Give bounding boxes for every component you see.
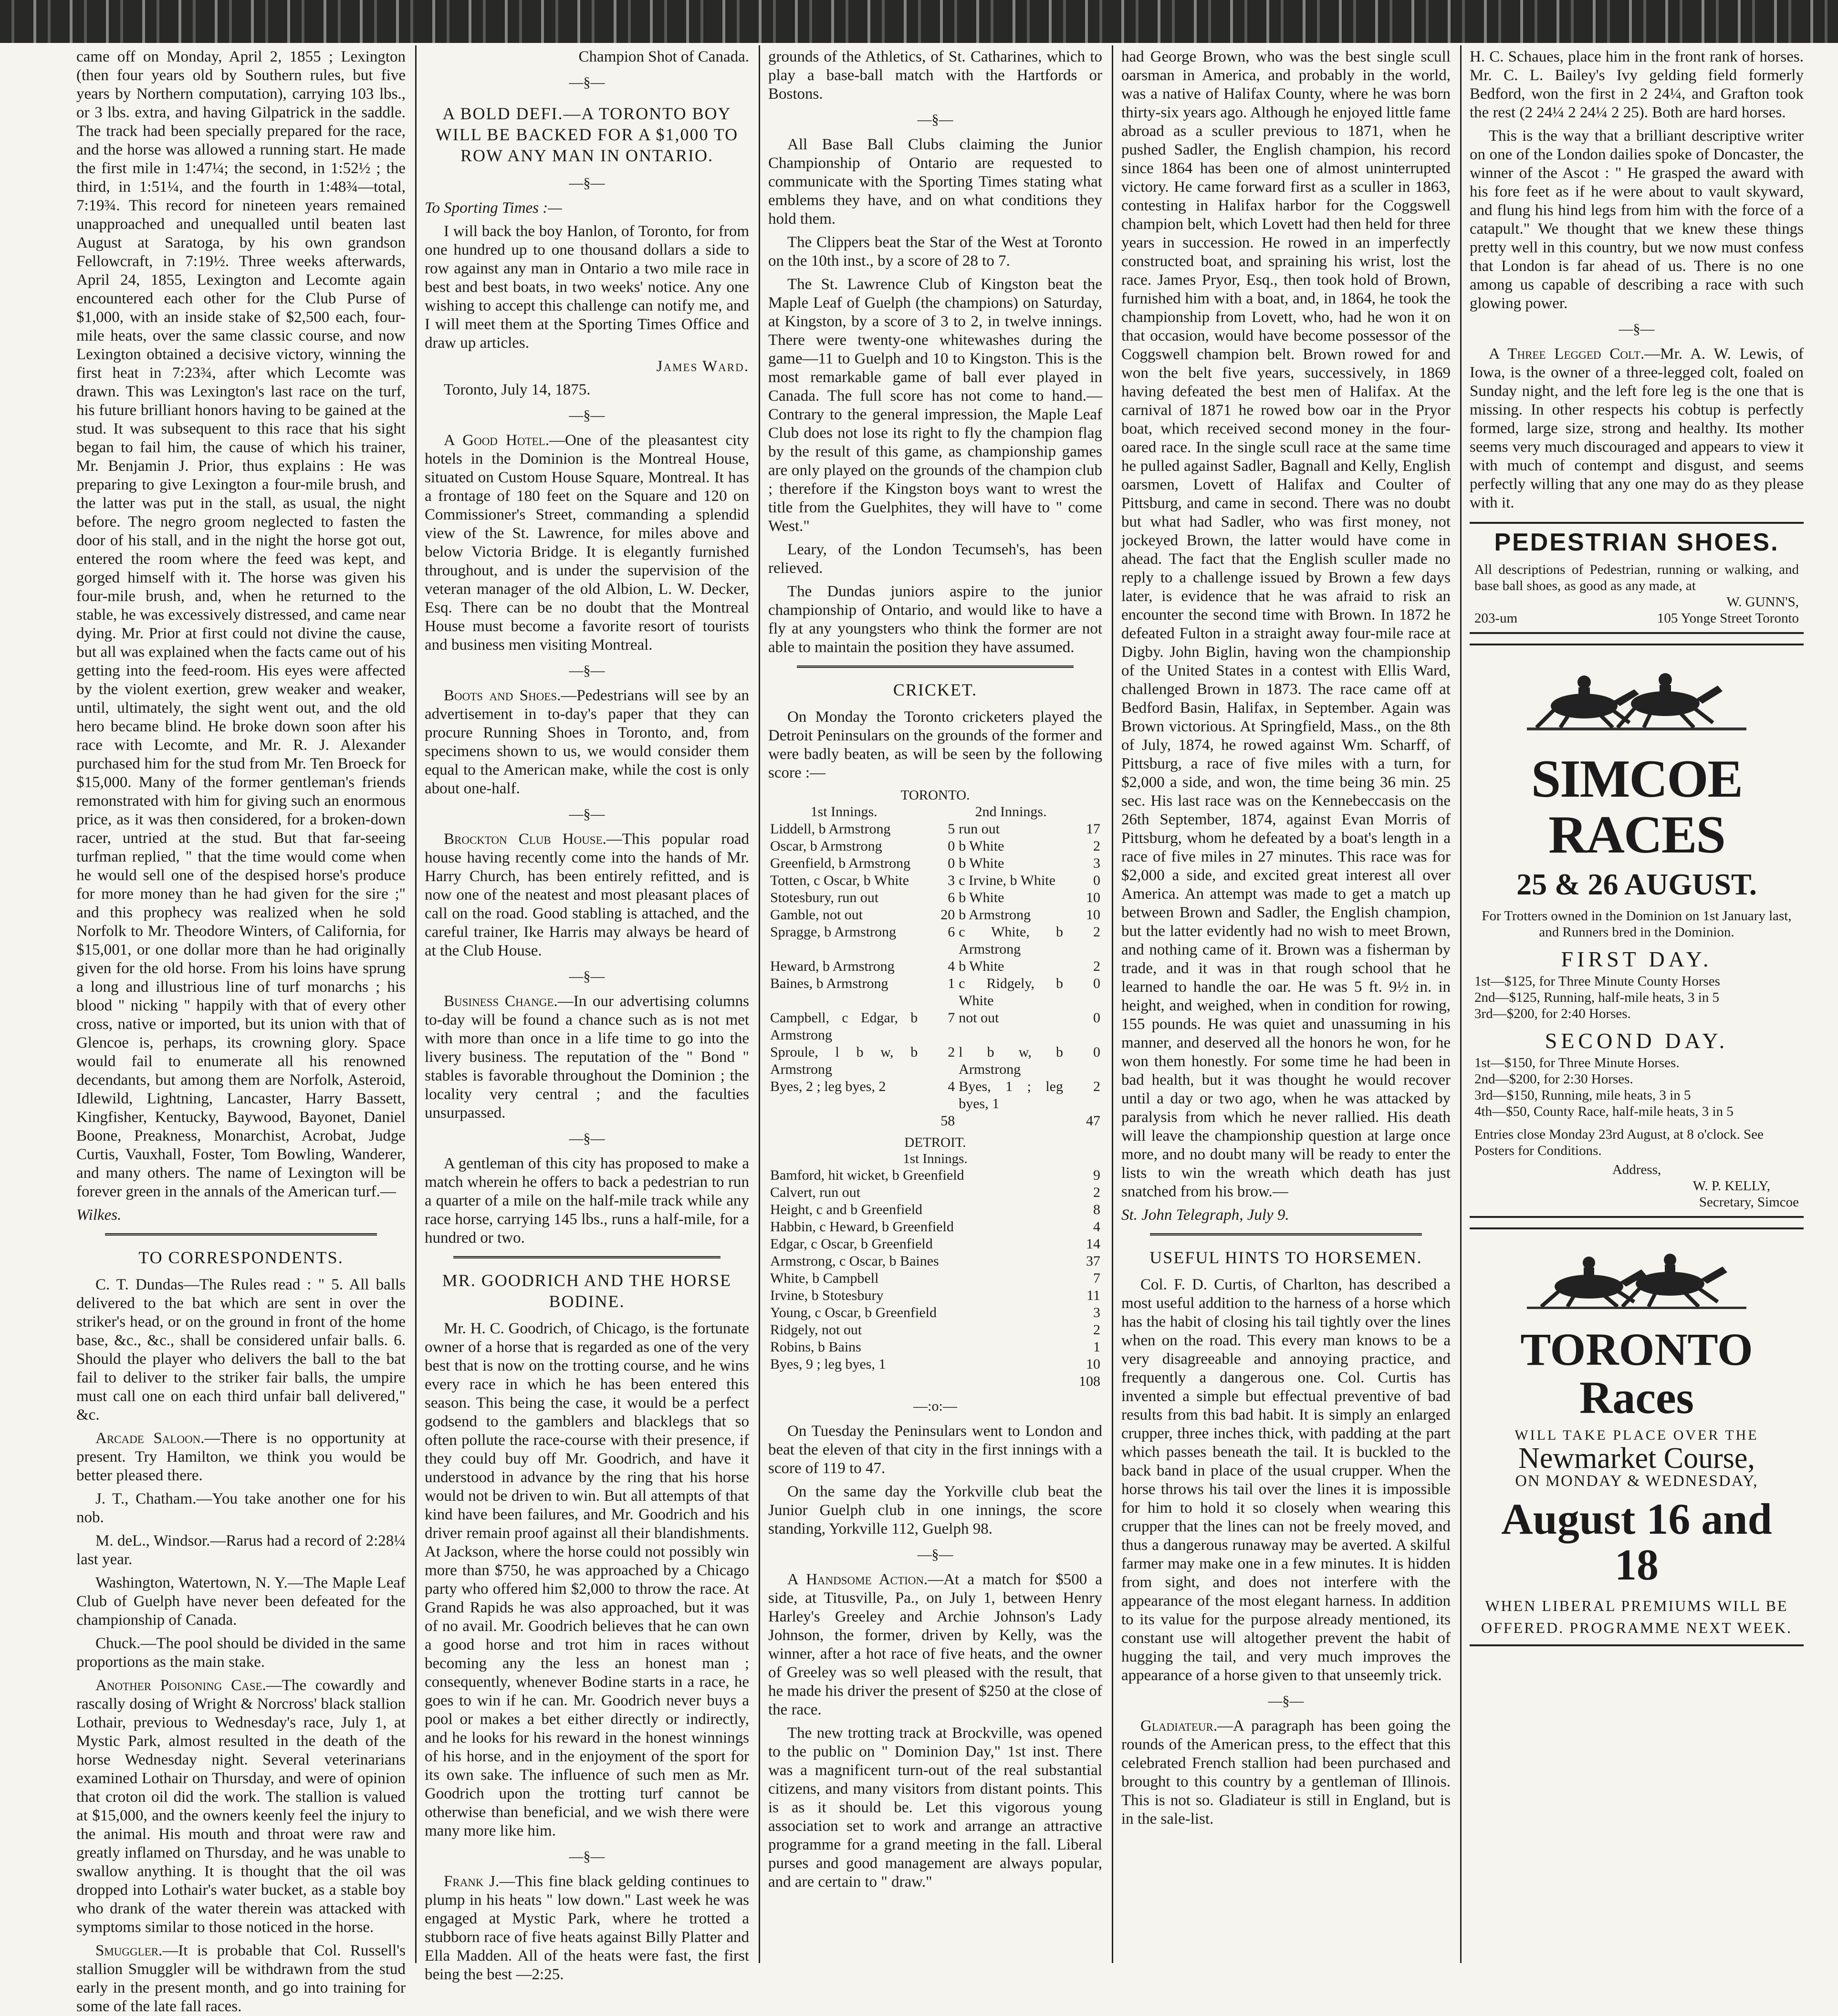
double-rule	[453, 1256, 721, 1258]
scorecard-cell: Byes, 2 ; leg byes, 2	[770, 1079, 886, 1094]
correspondent-note: Arcade Saloon.—There is no opportunity at present. Try Hamilton, we think you would be better pleased there.	[76, 1430, 406, 1484]
section-separator: —§—	[569, 175, 605, 191]
section-separator: —§—	[569, 407, 605, 423]
dundas-note: The Dundas juniors aspire to the junior championship of Ontario, and would like to have a fly at any youngsters who think the former are not able to maintain the position they have assumed.	[768, 583, 1102, 656]
scorecard-cell: 20	[940, 907, 955, 923]
correspondent-note: C. T. Dundas—The Rules read : " 5. All balls delivered to the bat which are sent in over the striker's head, or on the ground in front of the home base, &c., &c., shall be considered unfair balls. 6. Should the player who delivers the ball to the bat fail to deliver to the striker fair balls, the umpire must call one on each third unfair ball delivered," &c.	[76, 1276, 406, 1424]
scorecard-cell: c White, b Armstrong	[959, 924, 1063, 957]
defi-signature: James Ward.	[656, 358, 749, 375]
scorecard-cell: Sproule, l b w, b Armstrong	[770, 1044, 918, 1077]
scorecard-cell: 3	[1093, 855, 1100, 871]
scorecard-cell: 0	[1093, 976, 1100, 991]
scorecard-row	[768, 1253, 1102, 1270]
brockton-article: Brockton Club House.—This popular road house having recently come into the hands of Mr. Harry Church, has been entirely refitted, and is now one of the neatest and most pleasant places of call on the road. Good stabling is attached, and the careful trainer, Ike Harris may always be heard of at the Club House.	[425, 831, 749, 959]
racing-horses-illustration	[1527, 1240, 1746, 1321]
double-rule	[1150, 1233, 1422, 1236]
section-separator: —§—	[569, 1849, 605, 1864]
scorecard-row	[768, 1009, 1102, 1044]
business-article: Business Change.—In our advertising columns to-day will be found a chance such as is not met with more than once in a life time to go into the livery business. The reputation of the " Bond " stables is favorable throughout the Dominion ; the locality very central ; and the faculties unsurpassed.	[425, 993, 749, 1122]
scorecard-cell: 2	[1093, 958, 1100, 974]
scorecard-cell: 4	[948, 1079, 955, 1094]
scorecard-cell: Habbin, c Heward, b Greenfield	[770, 1219, 954, 1235]
scorecard-row	[768, 889, 1102, 906]
scorecard-cell: 10	[1086, 890, 1100, 905]
simcoe-dates: 25 & 26 AUGUST.	[1516, 867, 1757, 901]
scorecard-cell: 2	[948, 1044, 955, 1060]
smuggler-article: Smuggler.—It is probable that Col. Russell's stallion Smuggler will be withdrawn from the stud early in the present month, and go into training for some of the late fall races.	[76, 1942, 406, 2015]
race-dates: August 16 and 18	[1501, 1494, 1772, 1590]
scorecard-cell: 2	[1093, 1079, 1100, 1094]
scorecard-row	[768, 1339, 1102, 1356]
scorecard-cell: Totten, c Oscar, b White	[770, 873, 909, 888]
scorecard-cell: 8	[1093, 1202, 1100, 1217]
detroit-scorecard	[768, 1167, 1102, 1390]
scorecard-cell: 2	[1093, 924, 1100, 940]
scorecard-cell: 0	[1093, 1010, 1100, 1026]
column-2	[425, 48, 750, 1983]
section-separator: —§—	[569, 806, 605, 822]
leary-note: Leary, of the London Tecumseh's, has been relieved.	[768, 541, 1102, 577]
simcoe-kelly: W. P. KELLY,	[1692, 1178, 1770, 1194]
section-separator: —§—	[1619, 321, 1655, 337]
scorecard-cell: 6	[948, 924, 955, 940]
scorecard-cell: 4	[948, 958, 955, 974]
scorecard-row	[768, 1184, 1102, 1201]
double-rule	[797, 665, 1074, 668]
scorecard-row	[768, 1167, 1102, 1184]
race-entry: 3rd—$200, for 2:40 Horses.	[1474, 1006, 1631, 1021]
handsome-article: A Handsome Action.—At a match for $500 a side, at Titusville, Pa., on July 1, between Henry Harley's Greeley and Archie Johnson's Lady Johnson, the former, driven by Kelly, was the winner, after a hot race of five heats, and the owner of Greeley was so well pleased with the result, that he made his driver the present of $250 at the close of the race.	[768, 1571, 1102, 1718]
cricket-heading: CRICKET.	[893, 680, 978, 699]
scorecard-cell: Greenfield, b Armstrong	[770, 855, 911, 871]
champion-line: Champion Shot of Canada.	[578, 48, 749, 65]
scorecard-cell: 17	[1086, 821, 1100, 837]
scorecard-cell: Young, c Oscar, b Greenfield	[770, 1305, 937, 1320]
column-rule	[415, 45, 417, 1963]
george-brown-article: had George Brown, who was the best single scull oarsman in America, and probably in the world, was a native of Halifax County, where he was born thirty-six years ago. Although he enjoyed little fame abroad as a sculler previous to 1871, when he pushed Sadler, the English champion, his record since 1864 has been one of almost uninterrupted victory. He came forward first as a sculler in 1863, contesting in Halifax harbor for the Coggswell champion belt, which Lovett had then held for three years in succession. He rowed in an imperfectly constructed boat, and spraining his wrist, lost the race. James Pryor, Esq., then took hold of Brown, furnished him with a boat, and, in 1864, he took the championship from Lovett, who, had he won it on that occasion, would have become possessor of the Coggswell champion belt. Brown rowed for and won the belt five years, successively, in 1869 having defeated the best men of Halifax. At the carnival of 1871 he rowed bow oar in the Pryor boat, which received second money in the four-oared race. In the single scull race at the same time he pulled against Sadler, Bagnall and Kelly, English oarsmen, Lovett of Halifax and Coulter of Pittsburg, and came in second. There was no doubt but what had Sadler, who was first money, not jockeyed Brown, the latter would have come in ahead. The fact that the English sculler made no reply to a challenge issued by Brown a few days later, is evidence that he was afraid to risk an encounter the second time with Brown. In 1872 he defeated Fulton in a straight away four-mile race at Digby. John Biglin, having won the championship of the United States in a contest with Ellis Ward, challenged Brown in 1873. The race came off at Bedford Basin, Halifax, in September. Again was Brown victorious. At Springfield, Mass., on the 8th of July, 1874, he rowed against Wm. Scharff, of Pittsburg, a race of five miles with a turn, for $2,000 a side, and won, the time being 36 min. 25 sec. His last race was on the Kennebeccasis on the 26th September, 1874, against Evan Morris of Pittsburg, whom he defeated by a boat's length in a race of five miles in 27 minutes. This race was for $2,000 a side, and excited great interest all over America. An attempt was made to get a match up between Brown and Sadler, the English champion, but the latter evidently had no wish to meet Brown, and nothing came of it. Brown was a fisherman by trade, and it was in that rough school that he learned to handle the oar. He was 5 ft. 9½ in. in height, and weighed, when in condition for rowing, 155 pounds. He was quiet and unassuming in his manner, and deserved all the honors he won, for he won them honestly. For some time he had been in bad health, but it was thought he would recover until a day or two ago, when he was attacked by paralysis from which he never rallied. His death will leave the championship question at large once more, and no doubt many will be ready to enter the lists to win the wreath which death has just snatched from his brow.—	[1121, 48, 1451, 1200]
correspondent-note: Chuck.—The pool should be divided in the same proportions as the main stake.	[76, 1635, 406, 1671]
athletics-note: grounds of the Athletics, of St. Catharines, which to play a base-ball match with the Hartfords or Bostons.	[768, 48, 1102, 103]
section-separator: —§—	[569, 1131, 605, 1146]
scorecard-cell: 7	[1093, 1270, 1100, 1286]
scorecard-cell: Ridgely, not out	[770, 1322, 862, 1338]
toronto-will-take-place: WILL TAKE PLACE OVER THE	[1514, 1427, 1759, 1443]
section-separator: —§—	[569, 968, 605, 984]
shoes-ad-signature: W. GUNN'S,	[1726, 594, 1799, 610]
scan-top-edge	[0, 0, 1838, 43]
scorecard-cell: 0	[948, 855, 955, 871]
toronto-total-2: 47	[1086, 1113, 1100, 1129]
scorecard-cell: Edgar, c Oscar, b Greenfield	[770, 1236, 933, 1252]
scorecard-row	[768, 906, 1102, 924]
scorecard-cell: Height, c and b Greenfield	[770, 1202, 923, 1217]
section-separator: —:o:—	[913, 1398, 957, 1414]
scorecard-cell: 4	[1093, 1219, 1100, 1235]
toronto-scorecard	[768, 803, 1102, 1130]
newmarket-course: Newmarket Course,	[1518, 1442, 1755, 1475]
scorecard-cell: 9	[1093, 1167, 1100, 1183]
wilkes-source: Wilkes.	[76, 1206, 122, 1224]
column-rule	[1112, 45, 1113, 1963]
scorecard-row	[768, 975, 1102, 1009]
detroit-label: DETROIT.	[904, 1135, 966, 1150]
scorecard-cell: Armstrong, c Oscar, b Baines	[770, 1253, 939, 1269]
scorecard-cell: 37	[1086, 1253, 1100, 1269]
hints-heading: USEFUL HINTS TO HORSEMEN.	[1149, 1248, 1422, 1267]
scorecard-row	[768, 1044, 1102, 1078]
scorecard-cell: 2	[1093, 1185, 1100, 1200]
scorecard-row	[768, 1321, 1102, 1339]
scorecard-cell: 3	[948, 873, 955, 888]
brown-source: St. John Telegraph, July 9.	[1121, 1206, 1289, 1224]
scorecard-cell: Campbell, c Edgar, b Armstrong	[770, 1010, 918, 1043]
race-entry: 4th—$50, County Race, half-mile heats, 3 in 5	[1474, 1103, 1734, 1119]
double-rule	[105, 1233, 377, 1236]
scorecard-cell: b Armstrong	[959, 907, 1031, 923]
section-separator: —§—	[917, 112, 953, 127]
correspondent-note: Washington, Watertown, N. Y.—The Maple Leaf Club of Guelph have never been defeated for the championship of Canada.	[76, 1574, 406, 1629]
simcoe-secretary: Secretary, Simcoe	[1699, 1194, 1799, 1210]
scorecard-row	[768, 924, 1102, 958]
first-day-list	[1474, 973, 1799, 1022]
schaues-note: H. C. Schaues, place him in the front rank of horses. Mr. C. L. Bailey's Ivy gelding field formerly Bedford, won the first in 2 24¼, and Grafton took the rest (2 24¼ 2 24¼ 2 25). Both are hard horses.	[1470, 48, 1804, 121]
scorecard-cell: b White	[959, 855, 1004, 871]
scorecard-cell: Gamble, not out	[770, 907, 863, 923]
scorecard-cell: 10	[1086, 907, 1100, 923]
scorecard-cell: Byes, 9 ; leg byes, 1	[770, 1356, 886, 1372]
correspondent-note: M. deL., Windsor.—Rarus had a record of 2:28¼ last year.	[76, 1532, 406, 1568]
column-3	[768, 48, 1102, 1961]
scorecard-cell: Irvine, b Stotesbury	[770, 1288, 884, 1303]
simcoe-intro: For Trotters owned in the Dominion on 1st January last, and Runners bred in the Dominion.	[1482, 908, 1792, 940]
scorecard-cell: 2	[1093, 838, 1100, 854]
scorecard-cell: Baines, b Armstrong	[770, 976, 888, 991]
hotel-article: A Good Hotel.—One of the pleasantest city hotels in the Dominion is the Montreal House, situated on Custom House Square, Montreal. It has a frontage of 180 feet on the Square and 120 on Commissioner's Street, commanding a splendid view of the St. Lawrence, for miles above and below Victoria Bridge. It is elegantly furnished throughout, and is under the supervision of the veteran manager of the old Albion, L. W. Decker, Esq. There can be no doubt that the Montreal House must become a favorite resort of tourists and business men visiting Montreal.	[425, 432, 750, 654]
letter-salutation: To Sporting Times :—	[425, 199, 562, 217]
simcoe-races-ad	[1470, 644, 1804, 1218]
scorecard-cell: Oscar, b Armstrong	[770, 838, 882, 854]
second-day-heading: SECOND DAY.	[1545, 1028, 1729, 1053]
premiums-note: WHEN LIBERAL PREMIUMS WILL BE OFFERED. PROGRAMME NEXT WEEK.	[1481, 1597, 1793, 1636]
scorecard-cell: Spragge, b Armstrong	[770, 924, 897, 940]
section-separator: —§—	[1268, 1693, 1304, 1709]
scorecard-row	[768, 1304, 1102, 1321]
scorecard-row	[768, 1356, 1102, 1373]
scorecard-row	[768, 872, 1102, 889]
scorecard-cell: 5	[948, 821, 955, 837]
race-entry: 3rd—$150, Running, mile heats, 3 in 5	[1474, 1087, 1691, 1103]
scorecard-cell: 1	[1093, 1339, 1100, 1355]
scorecard-cell: 0	[1093, 1044, 1100, 1060]
scorecard-cell: 14	[1086, 1236, 1100, 1252]
st-lawrence-note: The St. Lawrence Club of Kingston beat the Maple Leaf of Guelph (the champions) on Saturday, at Kingston, by a score of 3 to 2, in twelve innings. There were twenty-one whitewashes during the game—11 to Guelph and 10 to Kingston. This is the most remarkable game of ball ever played in Canada. The full score has not come to hand.—Contrary to the general impression, the Maple Leaf Club does not lose its right to fly the champion flag by the result of this game, as championship games are only played on the grounds of the champion club ; therefore if the Kingston boys want to wrest the title from the Guelphites, they will have to " come West."	[768, 276, 1102, 535]
scorecard-cell: b White	[959, 838, 1004, 854]
goodrich-article: Mr. H. C. Goodrich, of Chicago, is the fortunate owner of a horse that is regarded as one of the very best that is now on the trotting course, and he wins every race in which he has been entered this season. This being the case, it would be a perfect godsend to the gamblers and blacklegs that so often pollute the race-course with their presence, if they could buy off Mr. Goodrich, and have it understood in advance by the ring that his horse would not be driven to win. But all attempts of that kind have been failures, and Mr. Goodrich and his driver remain proof against all their blandishments. At Jackson, where the horse could not possibly win more than $750, he was approached by a Chicago party who offered him $2,000 to throw the race. At Grand Rapids he was also approached, but it was of no avail. Mr. Goodrich believes that he can own a good horse and trot him in races without becoming any the less an honest man ; consequently, whenever Bodine starts in a race, he goes to win if he can. Mr. Goodrich never buys a pool or makes a bet either directly or indirectly, and he looks for his reward in the honest winnings of his horse, and in the enjoyment of the sport for its own sake. The influence of such men as Mr. Goodrich upon the trotting turf cannot be otherwise than beneficial, and we wish there were many more like him.	[425, 1320, 749, 1839]
column-rule	[1460, 45, 1462, 1963]
toronto-total-1: 58	[940, 1113, 955, 1129]
section-separator: —§—	[569, 74, 605, 90]
race-entry: 2nd—$125, Running, half-mile heats, 3 in 5	[1474, 989, 1720, 1005]
gentleman-article: A gentleman of this city has proposed to make a match wherein he offers to back a pedestrian to run a quarter of a mile on the half-mile track while any race horse, carrying 145 lbs., runs a half-mile, for a hundred or two.	[425, 1155, 749, 1247]
scorecard-cell: l b w, b Armstrong	[959, 1044, 1063, 1077]
scorecard-row	[768, 1201, 1102, 1218]
race-entry: 2nd—$200, for 2:30 Horses.	[1474, 1071, 1633, 1087]
writer-note: This is the way that a brilliant descriptive writer on one of the London dailies spoke of Doncaster, the winner of the Ascot : " He grasped the award with his fore feet as if he were about to vault skyward, and flung his hind legs from him with the force of a catapult." We thought that we knew these things pretty well in this country, but we now must confess that London is far ahead of us. There is no one among us capable of describing a race with such glowing power.	[1470, 127, 1804, 312]
column-5	[1470, 48, 1804, 1961]
scorecard-row	[768, 1218, 1102, 1236]
scorecard-row	[768, 838, 1102, 855]
scorecard-cell: run out	[959, 821, 1000, 837]
scorecard-cell: Liddell, b Armstrong	[770, 821, 891, 837]
scorecard-cell: b White	[959, 890, 1004, 905]
goodrich-heading: MR. GOODRICH AND THE HORSE BODINE.	[442, 1271, 732, 1311]
column-4	[1121, 48, 1451, 1961]
simcoe-address-label: Address,	[1612, 1162, 1661, 1177]
second-day-list	[1474, 1055, 1799, 1120]
scorecard-cell: 11	[1086, 1288, 1100, 1303]
boots-article: Boots and Shoes.—Pedestrians will see by an advertisement in to-day's paper that they can procure Running Shoes in Toronto, and, from specimens shown to us, we would consider them equal to the American make, while the cost is only about one-half.	[425, 687, 749, 797]
scorecard-cell: c Irvine, b White	[959, 873, 1055, 888]
scorecard-cell: 3	[1093, 1305, 1100, 1320]
scorecard-cell: Stotesbury, run out	[770, 890, 879, 905]
hints-article: Col. F. D. Curtis, of Charlton, has described a most useful addition to the harness of a horse which has the habit of closing his tail tightly over the lines when on the road. This every man knows to be a very disagreeable and annoying practice, and frequently a dangerous one. Col. Curtis has invented a simple but effectual preventive of bad results from this bad habit. It is simply an enlarged crupper, three inches thick, with padding at the part which passes beneath the tail. It is buckled to the back band in place of the usual crupper. When the horse throws his tail over the lines it is impossible for him to hold it so closely when wearing this crupper that the lines can not be freely moved, and thus a dangerous runaway may be averted. A skilful farmer may make one in a few minutes. It is hidden from sight, and does not interfere with the appearance of the most elegant harness. In addition to its value for the purpose already mentioned, its constant use will altogether prevent the habit of hugging the tail, and very much improves the appearance of a horse given to that unseemly trick.	[1121, 1276, 1451, 1684]
correspondent-note: J. T., Chatham.—You take another one for his nob.	[76, 1490, 406, 1526]
scorecard-cell: Heward, b Armstrong	[770, 958, 895, 974]
shoes-ad-code: 203-um	[1474, 610, 1518, 626]
section-separator: —§—	[569, 663, 605, 678]
bold-defi-heading: A BOLD DEFI.—A TORONTO BOY WILL BE BACKED FOR A $1,000 TO ROW ANY MAN IN ONTARIO.	[435, 104, 739, 165]
scorecard-row	[768, 855, 1102, 872]
scorecard-row	[768, 1270, 1102, 1287]
scorecard-cell: 1	[948, 976, 955, 991]
pedestrian-shoes-ad	[1470, 522, 1804, 634]
detroit-total: 108	[1079, 1373, 1100, 1389]
clippers-note: The Clippers beat the Star of the West at Toronto on the 10th inst., by a score of 28 to 7.	[768, 234, 1102, 270]
scorecard-cell: c Ridgely, b White	[959, 976, 1063, 1008]
scorecard-row	[768, 958, 1102, 975]
defi-body: I will back the boy Hanlon, of Toronto, for from one hundred up to one thousand dollars a side to row against any man in Ontario a two mile race in best and best boats, in two weeks' notice. Any one wishing to accept this challenge can notify me, and I will meet them at the Sporting Times Office and draw up articles.	[425, 223, 749, 352]
scorecard-row	[768, 1287, 1102, 1304]
scorecard-cell: b White	[959, 958, 1004, 974]
innings-label: 1st Innings.	[810, 804, 877, 820]
column-1	[76, 48, 406, 2015]
simcoe-entries: Entries close Monday 23rd August, at 8 o'clock. See Posters for Conditions.	[1474, 1126, 1764, 1158]
column-rule	[759, 45, 760, 1963]
defi-date: Toronto, July 14, 1875.	[444, 381, 591, 398]
tuesday-note: On Tuesday the Peninsulars went to London and beat the eleven of that city in the first innings with a score of 119 to 47.	[768, 1423, 1102, 1477]
scorecard-cell: White, b Campbell	[770, 1270, 879, 1286]
scorecard-cell: 7	[948, 1010, 955, 1026]
gladiateur-article: Gladiateur.—A paragraph has been going the rounds of the American press, to the effect that this celebrated French stallion had been purchased and brought to this country by a gentleman of Illinois. This is not so. Gladiateur is still in England, but is in the sale-list.	[1121, 1717, 1451, 1828]
junior-clubs-note: All Base Ball Clubs claiming the Junior Championship of Ontario are requested to communicate with the Sporting Times stating what emblems they have, and on what conditions they hold them.	[768, 136, 1102, 228]
scorecard-cell: 2	[1093, 1322, 1100, 1338]
cricket-intro: On Monday the Toronto cricketers played the Detroit Peninsulars on the grounds of the former and were badly beaten, as will be seen by the following score :—	[768, 708, 1102, 781]
colt-article: A Three Legged Colt.—Mr. A. W. Lewis, of Iowa, is the owner of a three-legged colt, foaled on Sunday night, and the left fore leg is the one that is missing. In other respects his cobtup is perfectly formed, large size, strong and healthy. Its mother seems very much discouraged and appears to view it with much of contempt and disgust, and seems perfectly willing that any one may do as they please with it.	[1470, 345, 1804, 511]
scorecard-cell: Robins, b Bains	[770, 1339, 861, 1355]
innings-label: 1st Innings.	[903, 1151, 968, 1166]
scorecard-cell: 0	[948, 838, 955, 854]
scorecard-row	[768, 1236, 1102, 1253]
correspondents-heading: TO CORRESPONDENTS.	[138, 1248, 344, 1267]
yorkville-note: On the same day the Yorkville club beat the Junior Guelph club in one innings, the score standing, Yorkville 112, Guelph 98.	[768, 1483, 1102, 1538]
toronto-races-ad	[1470, 1227, 1804, 1646]
scorecard-cell: Bamford, hit wicket, b Greenfield	[770, 1167, 964, 1183]
section-separator: —§—	[917, 1547, 953, 1562]
race-entry: 1st—$125, for Three Minute County Horses	[1474, 973, 1720, 989]
innings-label: 2nd Innings.	[975, 804, 1047, 820]
shoes-ad-footer	[1474, 610, 1799, 626]
poisoning-article: Another Poisoning Case.—The cowardly and rascally dosing of Wright & Norcross' black stallion Lothair, previous to Wednesday's race, July 1, at Mystic Park, almost resulted in the death of the horse Wednesday night. Several veterinarians examined Lothair on Thursday, and were of opinion that croton oil did the work. The stallion is valued at $15,000, and the owners keenly feel the injury to the animal. His mouth and throat were raw and greatly inflamed on Thursday, and he was unable to swallow anything. It is thought that the oil was dropped into Lothair's water bucket, as a stable boy who drank of the water therein was attacked with symptoms similar to those noticed in the horse.	[76, 1677, 406, 1936]
simcoe-title: SIMCOE RACES	[1531, 749, 1743, 865]
scorecard-row	[768, 1078, 1102, 1112]
scorecard-cell: Calvert, run out	[770, 1185, 861, 1200]
frank-article: Frank J.—This fine black gelding continues to plump in his heats " low down." Last week he was engaged at Mystic Park, where he trotted a stubborn race of five heats against Billy Platter and Ella Madden. All of the heats were fast, the first being the best —2:25.	[425, 1873, 750, 1983]
lexington-article: came off on Monday, April 2, 1855 ; Lexington (then four years old by Southern rules, but five years by Northern computation), carrying 103 lbs., or 3 lbs. extra, and having Gilpatrick in the saddle. The track had been specially prepared for the race, and the horse was allowed a running start. He made the first mile in 1:47¼; the second, in 1:52½ ; the third, in 1:51¼, and the fourth in 1:48¾—total, 7:19¾. This record for nineteen years remained unapproached and unequalled until beaten last August at Saratoga, by his own grandson Fellowcraft, in 7:19½. Three weeks afterwards, April 24, 1855, Lexington and Lecomte again encountered each other for the Club Purse of $1,000, with an inside stake of $2,500 each, four-mile heats, over the same classic course, and now Lexington obtained a decisive victory, winning the first heat in 7:23¾, after which Lecomte was drawn. This was Lexington's last race on the turf, his future brilliant honors having to be gained at the stud. It was subsequent to this race that his sight began to fail him, the cause of which his trainer, Mr. Benjamin J. Prior, thus explains : He was preparing to give Lexington a four-mile brush, and the latter was put in the stall, as usual, the night before. The negro groom neglected to fasten the door of his stall, and in the night the horse got out, entered the room where the feed was kept, and gorged himself with it. The horse was given his four-mile brush, and, when he returned to the stable, he was excessively distressed, and came near dying. Mr. Prior at first could not divine the cause, but all was explained when the facts came out of his getting into the feed-room. His eyes were affected by the violent exertion, grew weaker and weaker, until, ultimately, the sight went out, and the old hero became blind. He broke down soon after his race with Lecomte, and Mr. R. J. Alexander purchased him for the stud from Mr. Ten Broeck for $15,000. Many of the former gentleman's friends remonstrated with him for giving such an enormous price, as it was then considered, for a broken-down racer, untried at the stud. But that far-seeing turfman replied, " that the time would come when he would sell one of the despised horse's produce for more money than he had given for the sire ;" and this prophecy was realized when he sold Norfolk to Mr. Theodore Winters, of California, for $15,001, or one dollar more than he had originally given for the old horse. From his loins have sprung a long and illustrious line of turf monarchs ; his blood " nicking " happily with that of every other cross, native or imported, but its union with that of Glencoe is, perhaps, its crowning glory. Space would fail to enumerate all his renowned decendants, but among them are Norfolk, Asteroid, Idlewild, Lightning, Lancaster, Harry Bassett, Kingfisher, Kentucky, Baywood, Bayonet, Daniel Boone, Preakness, Monarchist, Acrobat, Judge Curtis, Vauxhall, Foster, Tom Bowling, Wanderer, and many others. The name of Lexington will be forever green in the annals of the American turf.—	[76, 48, 406, 1200]
shoes-ad-body: All descriptions of Pedestrian, running or walking, and base ball shoes, as good as any made, at	[1474, 561, 1799, 593]
racing-horses-illustration	[1527, 656, 1746, 747]
scorecard-cell: not out	[959, 1010, 999, 1026]
scorecard-cell: 10	[1086, 1356, 1100, 1372]
scorecard-cell: Byes, 1 ; leg byes, 1	[959, 1079, 1063, 1112]
shoes-ad-title: PEDESTRIAN SHOES.	[1494, 529, 1779, 556]
brockville-article: The new trotting track at Brockville, was opened to the public on " Dominion Day," 1st inst. There was a magnificent turn-out of the real substantial citizens, and many visitors from distant points. This is as it should be. Let this vigorous young association set to work and arrange an attractive programme for a grand meeting in the fall. Liberal purses and good management are always popular, and are certain to " draw."	[768, 1725, 1102, 1891]
scorecard-row	[768, 821, 1102, 838]
scorecard-cell: 6	[948, 890, 955, 905]
toronto-label: TORONTO.	[900, 788, 970, 803]
first-day-heading: FIRST DAY.	[1561, 946, 1713, 971]
shoes-ad-address: 105 Yonge Street Toronto	[1657, 610, 1799, 626]
race-entry: 1st—$150, for Three Minute Horses.	[1474, 1055, 1680, 1070]
scorecard-cell: 0	[1093, 873, 1100, 888]
toronto-races-title: TORONTO Races	[1520, 1323, 1753, 1423]
race-days: ON MONDAY & WEDNESDAY,	[1515, 1472, 1758, 1490]
